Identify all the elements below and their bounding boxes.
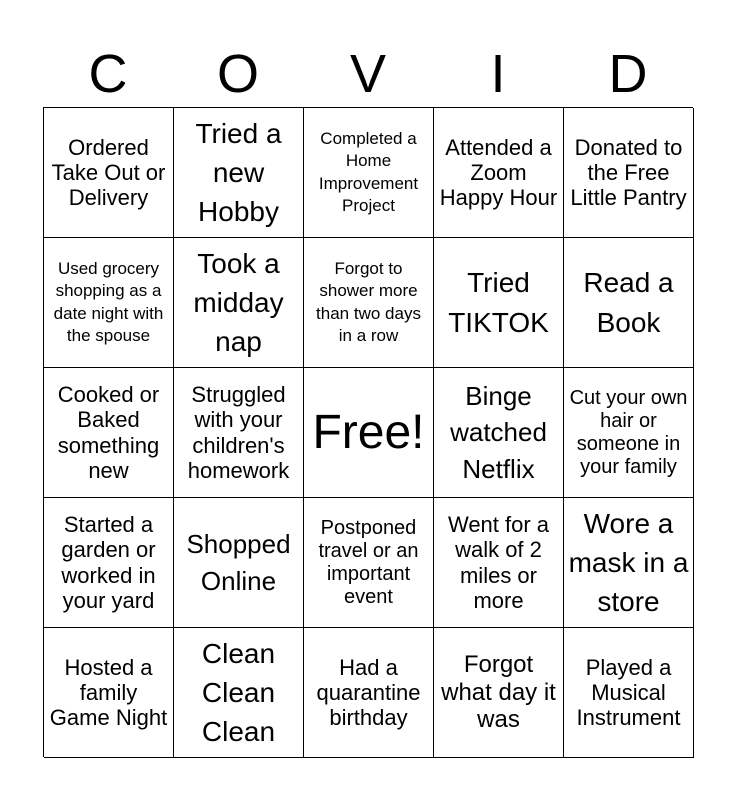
bingo-cell-r3c1[interactable]: Cooked or Baked something new: [44, 368, 174, 498]
header-letter-v: V: [349, 44, 387, 104]
bingo-cell-r1c4[interactable]: Attended a Zoom Happy Hour: [434, 108, 564, 238]
bingo-cell-r4c3[interactable]: Postponed travel or an important event: [304, 498, 434, 628]
bingo-cell-r4c1[interactable]: Started a garden or worked in your yard: [44, 498, 174, 628]
bingo-cell-r1c2[interactable]: Tried a new Hobby: [174, 108, 304, 238]
bingo-cell-r2c4[interactable]: Tried TIKTOK: [434, 238, 564, 368]
bingo-header: [43, 40, 693, 108]
bingo-cell-r3c2[interactable]: Struggled with your children's homework: [174, 368, 304, 498]
header-letter-i: I: [490, 44, 506, 104]
bingo-card: [43, 107, 693, 757]
bingo-cell-r5c4[interactable]: Forgot what day it was: [434, 628, 564, 758]
bingo-cell-r4c5[interactable]: Wore a mask in a store: [564, 498, 694, 628]
bingo-cell-r2c2[interactable]: Took a midday nap: [174, 238, 304, 368]
bingo-cell-r1c3[interactable]: Completed a Home Improvement Project: [304, 108, 434, 238]
bingo-cell-r5c5[interactable]: Played a Musical Instrument: [564, 628, 694, 758]
header-letter-c: C: [88, 44, 128, 104]
bingo-cell-r4c2[interactable]: Shopped Online: [174, 498, 304, 628]
bingo-cell-r3c5[interactable]: Cut your own hair or someone in your family: [564, 368, 694, 498]
bingo-cell-r1c1[interactable]: Ordered Take Out or Delivery: [44, 108, 174, 238]
header-letter-d: D: [608, 44, 648, 104]
bingo-cell-r2c1[interactable]: Used grocery shopping as a date night with the spouse: [44, 238, 174, 368]
bingo-cell-r5c1[interactable]: Hosted a family Game Night: [44, 628, 174, 758]
bingo-cell-r2c5[interactable]: Read a Book: [564, 238, 694, 368]
bingo-cell-r3c4[interactable]: Binge watched Netflix: [434, 368, 564, 498]
header-letter-o: O: [216, 44, 259, 104]
bingo-cell-free[interactable]: Free!: [304, 368, 434, 498]
bingo-cell-r5c3[interactable]: Had a quarantine birthday: [304, 628, 434, 758]
bingo-cell-r5c2[interactable]: Clean Clean Clean: [174, 628, 304, 758]
bingo-cell-r4c4[interactable]: Went for a walk of 2 miles or more: [434, 498, 564, 628]
bingo-cell-r2c3[interactable]: Forgot to shower more than two days in a row: [304, 238, 434, 368]
bingo-cell-r1c5[interactable]: Donated to the Free Little Pantry: [564, 108, 694, 238]
